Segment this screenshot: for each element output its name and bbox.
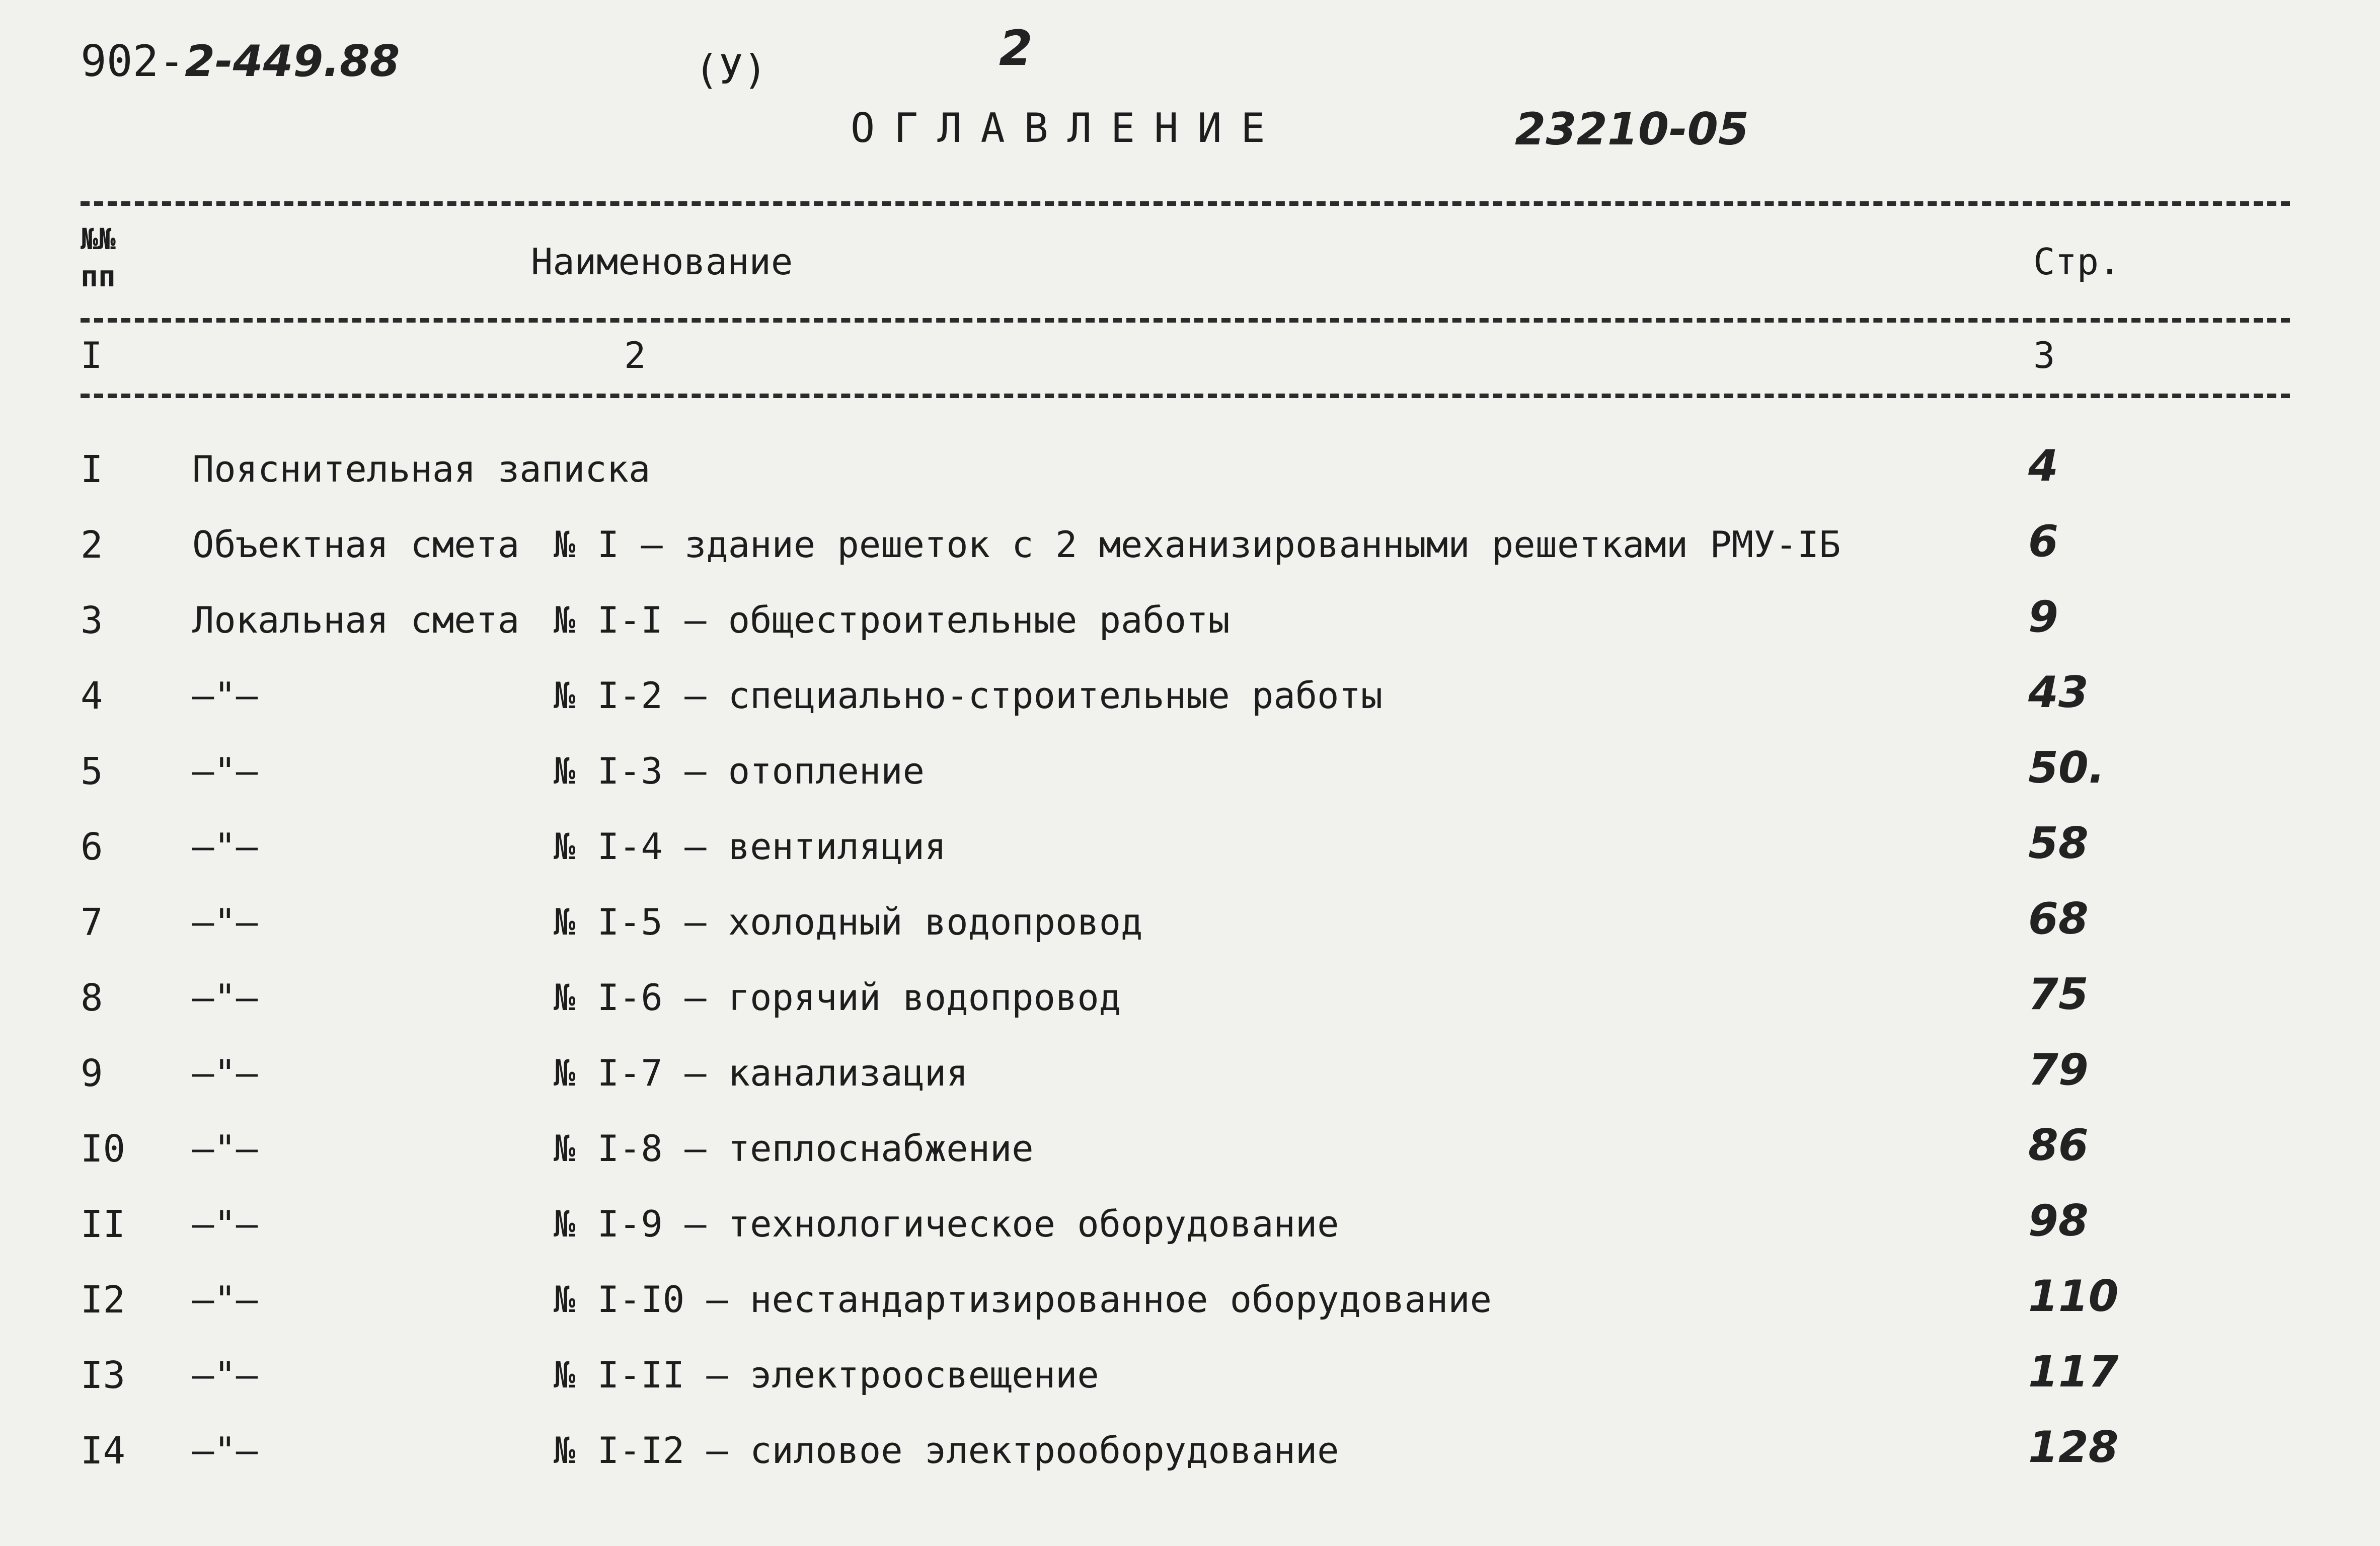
column-header-number: №№ пп (81, 222, 116, 293)
column-index-rule (81, 394, 2290, 398)
row-description: № I-II – электроосвещение (554, 1354, 1099, 1396)
row-description: № I-5 – холодный водопровод (554, 901, 1143, 943)
row-type: –"– (192, 674, 258, 717)
row-page: 9 (2028, 592, 2058, 642)
row-type: –"– (192, 901, 258, 943)
row-description: № I-I2 – силовое электрооборудование (554, 1429, 1339, 1472)
row-type: –"– (192, 1354, 258, 1396)
table-row (0, 667, 2380, 750)
table-row (0, 441, 2380, 523)
row-number: 2 (81, 523, 103, 567)
row-page: 68 (2028, 894, 2089, 944)
row-description: № I-9 – технологическое оборудование (554, 1203, 1339, 1245)
archive-code: 23210-05 (1515, 103, 1749, 155)
table-row (0, 969, 2380, 1052)
row-number: II (81, 1203, 126, 1246)
row-page: 58 (2028, 818, 2089, 869)
row-number: I4 (81, 1429, 126, 1473)
row-number: 5 (81, 750, 103, 793)
row-description: № I-3 – отопление (554, 750, 925, 792)
row-number: 6 (81, 825, 103, 869)
row-type: Пояснительная записка (192, 448, 651, 490)
row-number: I0 (81, 1127, 126, 1171)
row-type: –"– (192, 1127, 258, 1170)
table-top-rule (81, 201, 2290, 206)
row-page: 117 (2028, 1347, 2119, 1397)
table-row (0, 1347, 2380, 1429)
row-description: № I-I – общестроительные работы (554, 599, 1230, 641)
row-page: 6 (2028, 516, 2058, 567)
row-type: –"– (192, 1278, 258, 1321)
row-number: 4 (81, 674, 103, 718)
row-number: I3 (81, 1354, 126, 1397)
row-type: –"– (192, 1429, 258, 1472)
table-row (0, 1120, 2380, 1203)
row-description: № I-7 – канализация (554, 1052, 968, 1094)
sheet-number: 2 (999, 20, 1033, 76)
row-description: № I-I0 – нестандартизированное оборудование (554, 1278, 1492, 1321)
row-type: –"– (192, 1052, 258, 1094)
row-page: 98 (2028, 1196, 2089, 1246)
row-number: 7 (81, 901, 103, 944)
page-title: ОГЛАВЛЕНИЕ (851, 105, 1284, 151)
table-row (0, 592, 2380, 674)
row-page: 75 (2028, 969, 2089, 1020)
table-row (0, 1196, 2380, 1278)
row-page: 110 (2028, 1271, 2119, 1322)
table-row (0, 818, 2380, 901)
table-row (0, 1422, 2380, 1505)
document-code-handwritten: 2-449.88 (185, 36, 400, 87)
row-type: –"– (192, 825, 258, 868)
row-number: 3 (81, 599, 103, 642)
row-description: № I-2 – специально-строительные работы (554, 674, 1383, 717)
document-code-typed: 902- (81, 36, 185, 87)
header-rule (81, 318, 2290, 323)
table-row (0, 743, 2380, 825)
row-type: –"– (192, 976, 258, 1019)
row-page: 128 (2028, 1422, 2119, 1473)
row-description: № I-8 – теплоснабжение (554, 1127, 1034, 1170)
document-code (81, 36, 400, 87)
document-mark: (У) (695, 46, 767, 93)
column-index-1: I (81, 334, 103, 376)
row-type: Объектная смета (192, 523, 520, 566)
row-description: № I – здание решеток с 2 механизированными решетками РМУ-IБ (554, 523, 1841, 566)
column-header-name: Наименование (531, 241, 793, 283)
column-header-page: Стр. (2033, 241, 2121, 283)
row-description: № I-6 – горячий водопровод (554, 976, 1121, 1019)
row-description: № I-4 – вентиляция (554, 825, 947, 868)
row-page: 50. (2028, 743, 2105, 793)
row-type: –"– (192, 1203, 258, 1245)
row-page: 43 (2028, 667, 2089, 718)
row-number: I (81, 448, 103, 491)
row-number: 8 (81, 976, 103, 1020)
table-row (0, 516, 2380, 599)
row-page: 86 (2028, 1120, 2089, 1171)
table-row (0, 1045, 2380, 1127)
table-row (0, 894, 2380, 976)
row-page: 79 (2028, 1045, 2089, 1095)
table-row (0, 1271, 2380, 1354)
row-number: 9 (81, 1052, 103, 1095)
row-type: –"– (192, 750, 258, 792)
row-number: I2 (81, 1278, 126, 1322)
row-type: Локальная смета (192, 599, 520, 641)
column-index-3: 3 (2033, 334, 2055, 376)
column-index-2: 2 (624, 334, 646, 376)
row-page: 4 (2028, 441, 2058, 491)
